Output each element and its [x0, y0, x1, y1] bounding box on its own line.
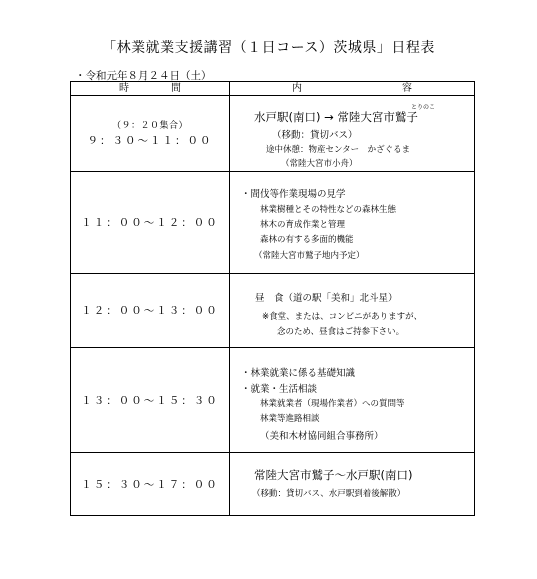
header-content: 内 容: [230, 82, 475, 96]
content-line: 林業等進路相談: [260, 414, 320, 424]
time-range: ９：３０～１１：００: [87, 134, 213, 147]
content-line: 念のため、昼食はご持参下さい。: [277, 327, 405, 337]
content-line: （移動：貸切バス、水戸駅到着後解散）: [252, 489, 406, 499]
content-line: （常陸大宮市鷲子地内予定）: [254, 251, 365, 261]
table-row: [71, 274, 475, 348]
time-range: １１：００～１２：００: [81, 217, 219, 229]
table-row: [71, 172, 475, 274]
content-line: （美和木材協同組合事務所）: [260, 431, 384, 442]
content-line: 林業樹種とその特性などの森林生態: [260, 205, 397, 215]
content-line: （移動：貸切バス）: [272, 130, 358, 141]
header-row: [71, 82, 475, 96]
time-cell: [71, 348, 230, 453]
content-line: 林業就業者（現場作業者）への質問等: [260, 399, 405, 409]
content-line: ・就業・生活相談: [241, 384, 318, 395]
time-range: １３：００～１５：３０: [81, 394, 219, 407]
time-range: １２：００～１３：００: [81, 305, 219, 317]
content-line: 森林の有する多面的機能: [260, 235, 354, 245]
content-line: 水戸駅(南口) → 常陸大宮市鷲子 とりのこ: [254, 104, 436, 124]
content-line: 林木の育成作業と管理: [260, 220, 346, 230]
content-cell: [230, 453, 475, 516]
content-line: ・間伐等作業現場の見学: [241, 189, 346, 200]
header-time: 時 間: [71, 82, 230, 96]
table-row: [71, 96, 475, 172]
time-cell: [71, 274, 230, 348]
content-line: ・林業就業に係る基礎知識: [241, 368, 356, 379]
content-cell: [230, 96, 475, 172]
content-line: 途中休憩：物産センター かざぐるま: [266, 145, 411, 155]
content-line: ※食堂、または、コンビニがありますが、: [262, 312, 423, 322]
table-row: [71, 453, 475, 516]
content-cell: [230, 172, 475, 274]
time-range: １５：３０～１７：００: [81, 478, 219, 491]
time-note: （９：２０集合）: [111, 120, 188, 131]
content-cell: [230, 274, 475, 348]
document-title: 「林業就業支援講習（１日コース）茨城県」日程表: [102, 40, 435, 56]
time-cell: [71, 96, 230, 172]
content-cell: [230, 348, 475, 453]
event-date: ・令和元年８月２４日（土）: [75, 70, 212, 82]
schedule-table: [70, 81, 475, 516]
content-line: （常陸大宮市小舟）: [281, 159, 358, 169]
table-row: [71, 348, 475, 453]
time-cell: [71, 453, 230, 516]
content-line: 常陸大宮市鷲子～水戸駅(南口): [254, 468, 413, 482]
content-line: 昼 食（道の駅「美和」北斗星）: [255, 293, 398, 304]
time-cell: [71, 172, 230, 274]
furigana: とりのこ: [411, 104, 436, 111]
